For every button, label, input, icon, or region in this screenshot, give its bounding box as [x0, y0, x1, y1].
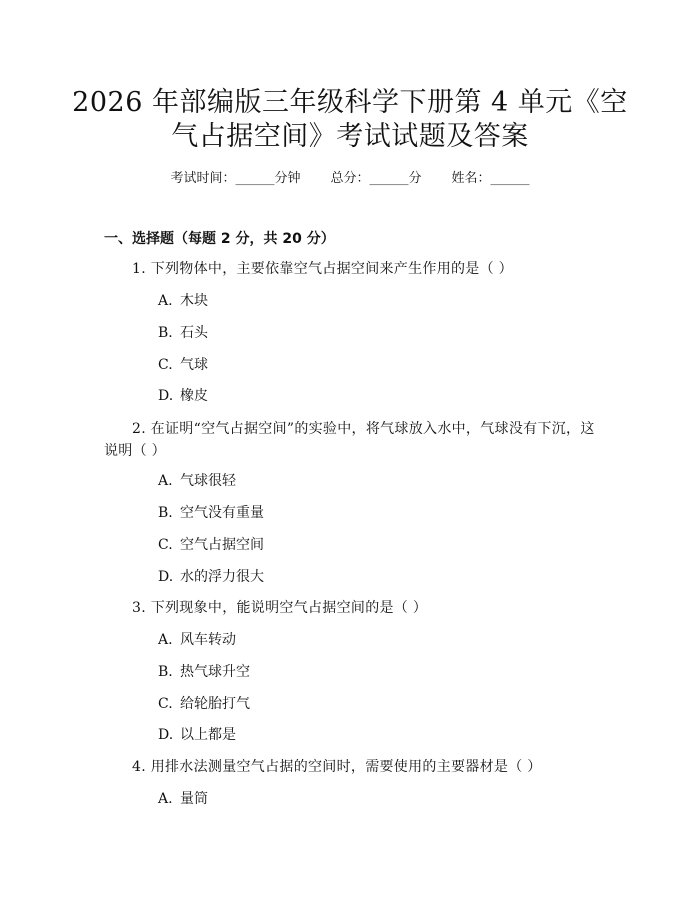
- exam-title-line-2: 气占据空间》考试试题及答案: [171, 121, 529, 152]
- question-1-option-c: [158, 355, 208, 375]
- option-text: 空气没有重量: [180, 505, 264, 521]
- question-2-option-c: [158, 535, 264, 555]
- option-letter: D.: [158, 388, 174, 404]
- option-letter: B.: [158, 325, 173, 341]
- question-2: 2. 在证明“空气占据空间”的实验中，将气球放入水中，气球没有下沉，这说明（ ）: [104, 421, 595, 459]
- option-letter: A.: [158, 791, 173, 807]
- option-text: 气球: [180, 357, 208, 373]
- exam-meta: [0, 170, 700, 188]
- question-4-option-a: [158, 789, 208, 809]
- option-letter: A.: [158, 473, 173, 489]
- question-1: 1. 下列物体中，主要依靠空气占据空间来产生作用的是（ ）: [132, 261, 513, 277]
- question-2-option-b: [158, 503, 264, 523]
- exam-time-field: 考试时间：______分钟: [170, 171, 301, 186]
- option-text: 量筒: [180, 791, 208, 807]
- question-3-option-d: [158, 725, 236, 745]
- option-text: 水的浮力很大: [180, 569, 264, 585]
- question-4: 4. 用排水法测量空气占据的空间时，需要使用的主要器材是（ ）: [132, 759, 542, 775]
- question-3-option-b: [158, 662, 250, 682]
- option-text: 木块: [180, 293, 208, 309]
- question-3-option-a: [158, 630, 236, 650]
- question-1-option-b: [158, 323, 208, 343]
- question-2-option-d: [158, 567, 264, 587]
- total-score-field: 总分：______分: [330, 171, 422, 186]
- option-letter: A.: [158, 293, 173, 309]
- option-text: 风车转动: [180, 632, 236, 648]
- option-letter: B.: [158, 505, 173, 521]
- option-text: 以上都是: [180, 727, 236, 743]
- option-letter: A.: [158, 632, 173, 648]
- question-2-option-a: [158, 471, 236, 491]
- option-letter: C.: [158, 537, 173, 553]
- option-letter: C.: [158, 357, 173, 373]
- question-3: 3. 下列现象中，能说明空气占据空间的是（ ）: [132, 600, 428, 616]
- option-text: 橡皮: [180, 388, 208, 404]
- option-letter: B.: [158, 664, 173, 680]
- option-text: 空气占据空间: [180, 537, 264, 553]
- option-letter: C.: [158, 696, 173, 712]
- student-name-field: 姓名：______: [451, 171, 530, 186]
- option-letter: D.: [158, 727, 174, 743]
- option-text: 给轮胎打气: [180, 696, 250, 712]
- question-1-option-a: [158, 291, 208, 311]
- question-3-option-c: [158, 694, 250, 714]
- option-letter: D.: [158, 569, 174, 585]
- question-1-option-d: [158, 386, 208, 406]
- option-text: 热气球升空: [180, 664, 250, 680]
- exam-title-line-1: 2026 年部编版三年级科学下册第 4 单元《空: [72, 87, 628, 118]
- option-text: 气球很轻: [180, 473, 236, 489]
- section-heading-multiple-choice: 一、选择题（每题 2 分，共 20 分）: [104, 231, 335, 247]
- option-text: 石头: [180, 325, 208, 341]
